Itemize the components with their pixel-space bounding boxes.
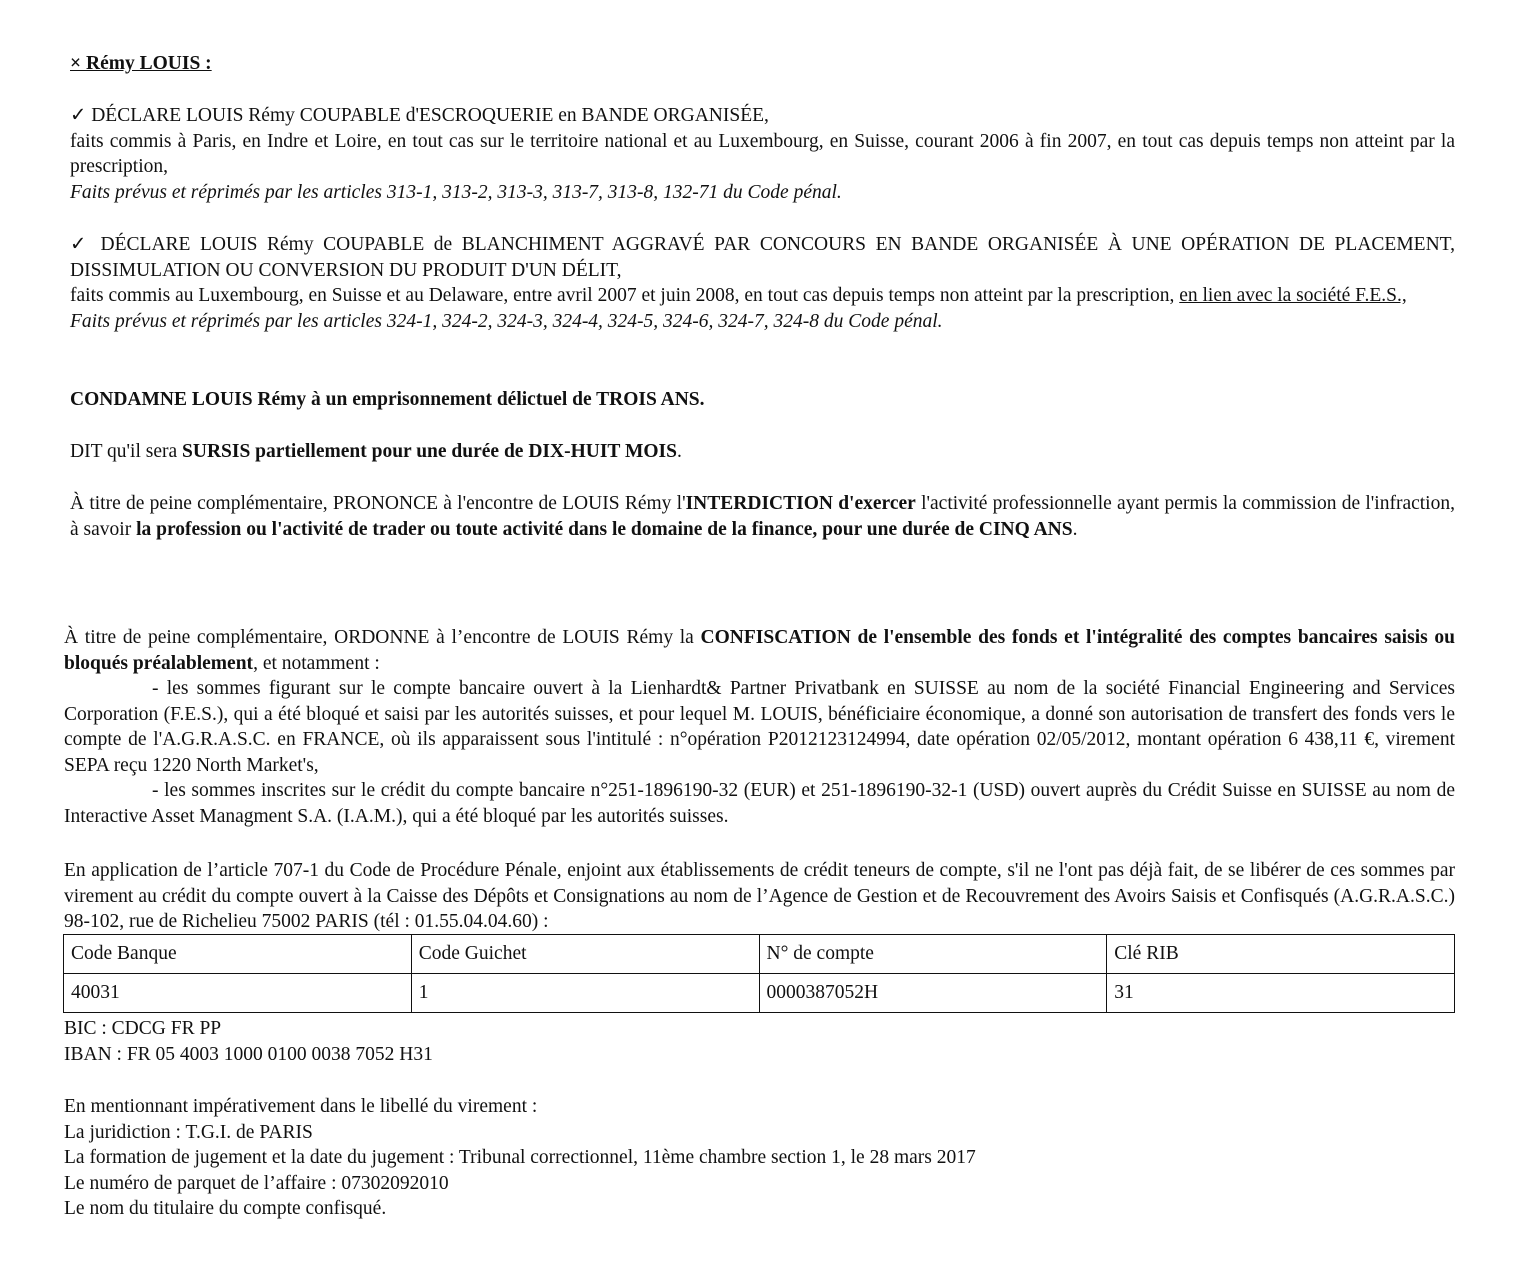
facts-text: faits commis au Luxembourg, en Suisse et au Delaware, entre avril 2007 et juin 2008, en tout cas depuis temps non atteint par la prescription, <box>70 285 1180 306</box>
declaration-articles: Faits prévus et réprimés par les articles 324-1, 324-2, 324-3, 324-4, 324-5, 324-6, 324-7, 324-8 du Code pénal. <box>70 310 943 332</box>
table-cell: 0000387052H <box>759 974 1107 1013</box>
application-paragraph: En application de l’article 707-1 du Code de Procédure Pénale, enjoint aux établissements de crédit teneurs de compte, s'il ne l'ont pas déjà fait, de se libérer de ces sommes par virement au crédit du compte ouvert à la Caisse des Dépôts et Consignations au nom de l’Agence de Gestion et de Recouvrement des Avoirs Saisis et Confisqués (A.G.R.A.S.C.) 98-102, rue de Richelieu 75002 PARIS (tél : 01.55.04.04.60) : <box>64 860 1455 932</box>
bank-identifiers <box>64 1016 1455 1067</box>
declaration-fraud <box>70 103 1455 205</box>
table-header-cell: Code Banque <box>64 935 412 974</box>
sursis-pre: DIT qu'il sera <box>70 441 183 462</box>
interdiction-bold-duration: la profession ou l'activité de trader ou toute activité dans le domaine de la finance, pour une durée de CINQ ANS <box>136 518 1073 540</box>
declaration-articles: Faits prévus et réprimés par les articles 313-1, 313-2, 313-3, 313-7, 313-8, 132-71 du Code pénal. <box>70 181 842 203</box>
sursis-post: . <box>676 441 682 462</box>
declaration-title: ✓ DÉCLARE LOUIS Rémy COUPABLE d'ESCROQUERIE en BANDE ORGANISÉE, <box>70 105 769 126</box>
declaration-facts: faits commis à Paris, en Indre et Loire, en tout cas sur le territoire national et au Luxembourg, en Suisse, courant 2006 à fin 2007, en tout cas depuis temps non atteint par la prescription, <box>70 130 1455 177</box>
defendant-heading <box>70 51 1455 77</box>
table-header-cell: Code Guichet <box>411 935 759 974</box>
declaration-title: ✓ DÉCLARE LOUIS Rémy COUPABLE de BLANCHIMENT AGGRAVÉ PAR CONCOURS EN BANDE ORGANISÉE À UNE OPÉRATION DE PLACEMENT, DISSIMULATION OU CONVERSION DU PRODUIT D'UN DÉLIT, <box>70 234 1455 281</box>
mention-line: Le nom du titulaire du compte confisqué. <box>64 1198 387 1219</box>
interdiction-mid: l'activité professionnelle ayant permis la commission de l'infraction, à savoir <box>70 493 1455 540</box>
declaration-laundering <box>70 232 1455 334</box>
table-header-cell: N° de compte <box>759 935 1107 974</box>
sursis-bold: SURSIS partiellement pour une durée de DIX-HUIT MOIS <box>182 441 677 462</box>
confiscation-pre: À titre de peine complémentaire, ORDONNE à l’encontre de LOUIS Rémy la <box>64 627 701 648</box>
iban-line: IBAN : FR 05 4003 1000 0100 0038 7052 H31 <box>64 1043 433 1065</box>
confiscation-intro <box>64 625 1455 676</box>
mention-line: La formation de jugement et la date du jugement : Tribunal correctionnel, 11ème chambre section 1, le 28 mars 2017 <box>64 1147 976 1168</box>
table-header-cell: Clé RIB <box>1107 935 1455 974</box>
defendant-name: × Rémy LOUIS : <box>70 53 212 74</box>
sentence-sursis <box>70 439 1455 465</box>
table-cell: 1 <box>411 974 759 1013</box>
sentence-confiscation <box>64 625 1455 829</box>
mention-line: En mentionnant impérativement dans le libellé du virement : <box>64 1096 538 1117</box>
table-cell: 40031 <box>64 974 412 1013</box>
sentence-interdiction <box>70 491 1455 542</box>
confiscation-post: , et notamment : <box>253 652 380 674</box>
mention-line: La juridiction : T.G.I. de PARIS <box>64 1121 313 1143</box>
table-cell: 31 <box>1107 974 1455 1013</box>
confiscation-item: - les sommes figurant sur le compte bancaire ouvert à la Lienhardt& Partner Privatbank en SUISSE au nom de la société Financial Engineering and Services Corporation (F.E.S.), qui a été bloqué et saisi par les autorités suisses, et pour lequel M. LOUIS, bénéficiaire économique, a donné son autorisation de transfert des fonds vers le compte de l'A.G.R.A.S.C. en FRANCE, où ils apparaissent sous l'intitulé : n°opération P2012123124994, date opération 02/05/2012, montant opération 6 438,11 €, virement SEPA reçu 1220 North Market's, <box>64 678 1455 776</box>
mention-line: Le numéro de parquet de l’affaire : 07302092010 <box>64 1172 449 1194</box>
rib-table <box>63 934 1455 1013</box>
declaration-facts <box>70 283 1455 309</box>
confiscation-item: - les sommes inscrites sur le crédit du compte bancaire n°251-1896190-32 (EUR) et 251-1896190-32-1 (USD) ouvert auprès du Crédit Suisse en SUISSE au nom de Interactive Asset Managment S.A. (I.A.M.), qui a été bloqué par les autorités suisses. <box>64 780 1455 827</box>
interdiction-post: . <box>1072 518 1078 540</box>
sentence-text: CONDAMNE LOUIS Rémy à un emprisonnement délictuel de TROIS ANS. <box>70 389 705 410</box>
interdiction-pre: À titre de peine complémentaire, PRONONCE à l'encontre de LOUIS Rémy l' <box>70 493 686 514</box>
confiscation-bold: CONFISCATION de l'ensemble des fonds et l'intégralité des comptes bancaires saisis ou bloqués préalablement <box>64 627 1455 674</box>
interdiction-bold: INTERDICTION d'exercer <box>685 493 916 514</box>
facts-link-text: en lien avec la société F.E.S., <box>1179 285 1407 306</box>
table-row <box>64 974 1455 1013</box>
sentence-prison <box>70 387 1455 413</box>
table-header-row <box>64 935 1455 974</box>
bic-line: BIC : CDCG FR PP <box>64 1018 222 1039</box>
transfer-mentions <box>64 1094 1455 1222</box>
